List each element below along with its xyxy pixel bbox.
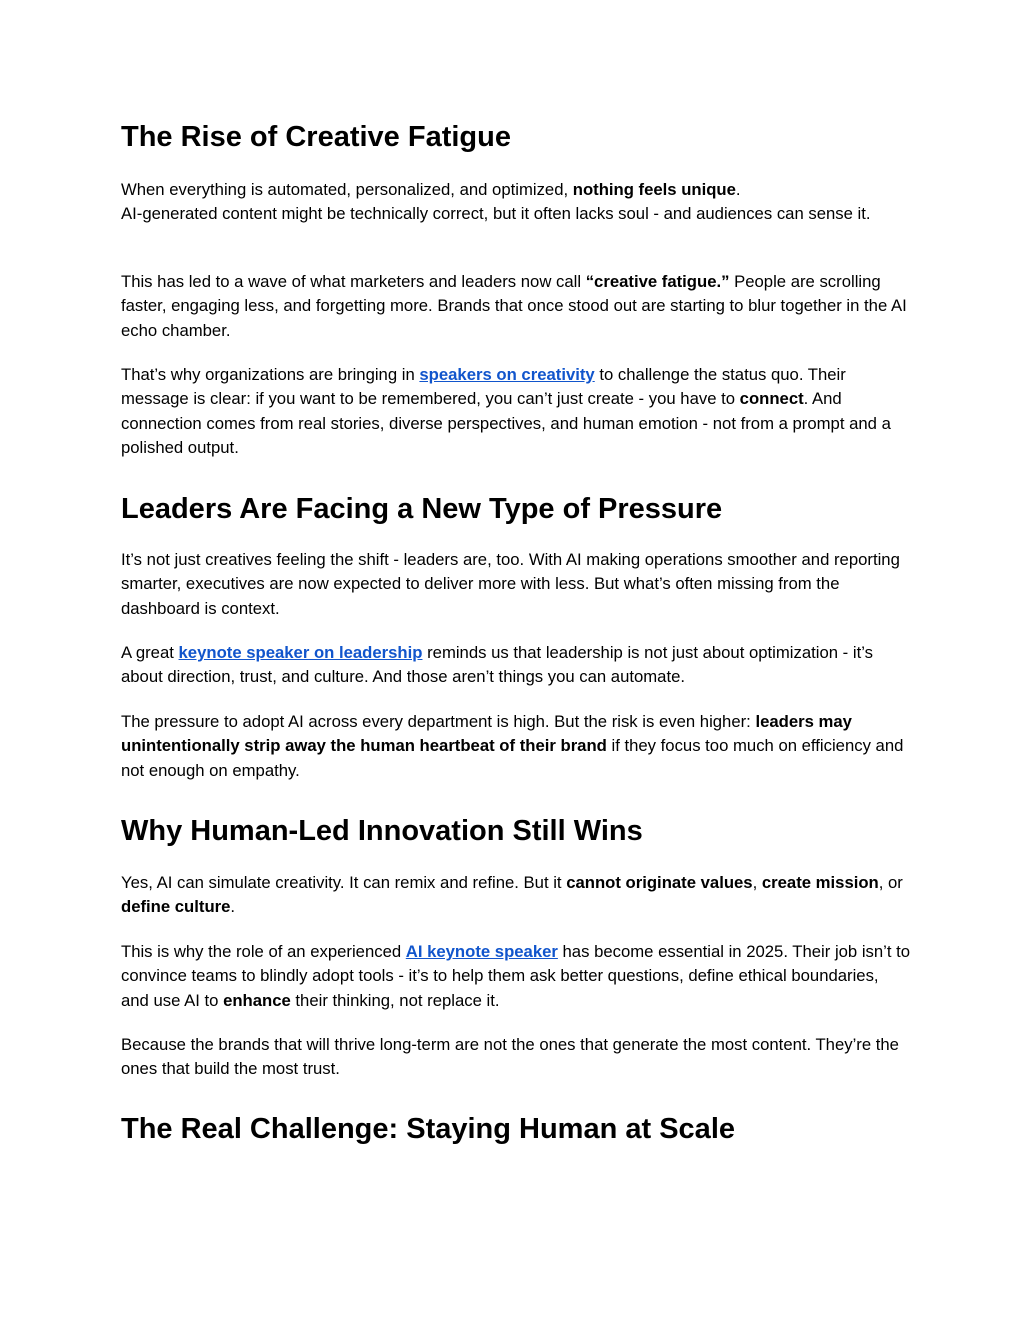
paragraph-speakers-creativity: [121, 363, 911, 460]
paragraph-automation: [121, 178, 911, 227]
text: reminds us that leadership is not just about optimization - it’s about direction, trust, and culture. And those aren’t things you can automate.: [121, 643, 873, 687]
text: .: [230, 897, 236, 917]
bold-text: enhance: [223, 990, 291, 1010]
text: AI-generated content might be technically correct, but it often lacks soul - and audiences can sense it.: [121, 204, 871, 224]
paragraph-creative-fatigue: [121, 270, 911, 343]
text: People are scrolling faster, engaging less, and forgetting more. Brands that once stood out are starting to blur together in the AI echo chamber.: [121, 272, 907, 340]
text: their thinking, not replace it.: [290, 990, 500, 1010]
paragraph-pressure-adopt-ai: [121, 710, 911, 783]
text: if they focus too much on efficiency and not enough on empathy.: [121, 736, 904, 780]
text: The pressure to adopt AI across every department is high. But the risk is even higher:: [121, 712, 756, 731]
bold-text: create mission: [761, 873, 879, 892]
text: , or: [878, 873, 903, 892]
text: This has led to a wave of what marketers and leaders now call: [121, 272, 586, 291]
text: . And connection comes from real stories, diverse perspectives, and human emotion - not from a prompt and a polished output.: [121, 389, 891, 457]
bold-text: “creative fatigue.”: [585, 272, 730, 291]
paragraph-keynote-leadership: [121, 641, 911, 690]
text: to challenge the status quo. Their message is clear: if you want to be remembered, you can’t just create - you have to: [121, 365, 846, 409]
bold-text: cannot originate values: [566, 873, 753, 892]
text: Yes, AI can simulate creativity. It can remix and refine. But it: [121, 873, 567, 892]
paragraph-ai-keynote-speaker: [121, 940, 911, 1013]
text: That’s why organizations are bringing in: [121, 365, 420, 384]
text: This is why the role of an experienced: [121, 942, 406, 961]
text: It’s not just creatives feeling the shift - leaders are, too. With AI making operations smoother and reporting smarter, executives are now expected to deliver more with less. But what’s often missing from the dashboard is context.: [121, 550, 900, 618]
section-heading-leaders-pressure: Leaders Are Facing a New Type of Pressure: [121, 493, 723, 525]
text: has become essential in 2025. Their job isn’t to convince teams to blindly adopt tools - it’s to help them ask better questions, define ethical boundaries, and use AI to: [121, 942, 911, 1010]
link-keynote-speaker-on-leadership[interactable]: keynote speaker on leadership: [178, 643, 423, 662]
text: A great: [121, 643, 179, 662]
section-heading-real-challenge: The Real Challenge: Staying Human at Scale: [121, 1113, 735, 1145]
section-heading-human-led-innovation: Why Human-Led Innovation Still Wins: [121, 815, 643, 847]
bold-text: nothing feels unique: [572, 180, 736, 199]
paragraph-ai-simulate: [121, 871, 911, 920]
section-heading-creative-fatigue: The Rise of Creative Fatigue: [121, 121, 511, 153]
bold-text: define culture: [121, 897, 231, 917]
link-speakers-on-creativity[interactable]: speakers on creativity: [419, 365, 595, 384]
paragraph-leaders-shift: [121, 548, 911, 621]
link-ai-keynote-speaker[interactable]: AI keynote speaker: [405, 942, 558, 961]
paragraph-brands-trust: [121, 1033, 911, 1082]
text: Because the brands that will thrive long-term are not the ones that generate the most content. They’re the ones that build the most trust.: [121, 1035, 899, 1079]
text: ,: [752, 873, 762, 892]
bold-text: leaders may unintentionally strip away the human heartbeat of their brand: [121, 712, 852, 756]
text: When everything is automated, personalized, and optimized,: [121, 180, 573, 199]
bold-text: connect: [739, 389, 804, 409]
text: .: [735, 180, 741, 199]
